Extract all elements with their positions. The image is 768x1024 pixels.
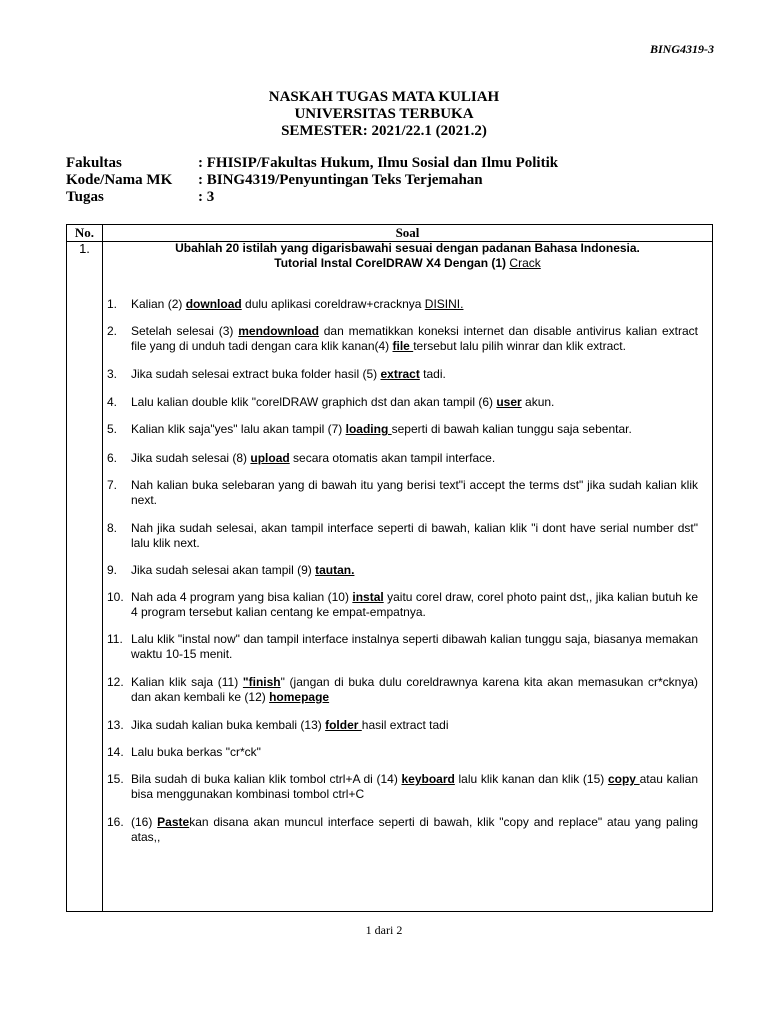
item-text-part: " (jangan di buka dulu coreldrawnya karena kita akan memasukan cr*cknya) dan akan kembali ke (12) <box>131 675 698 704</box>
item-text-part: dan mematikkan koneksi internet dan disable antivirus kalian extract file yang di unduh tadi dengan cara klik kanan(4) <box>131 324 698 353</box>
item-number: 1. <box>107 297 118 311</box>
item-number: 14. <box>107 745 124 759</box>
underlined-term: extract <box>380 367 420 381</box>
item-number: 10. <box>107 590 124 604</box>
underlined-term: instal <box>352 590 384 604</box>
item-number: 6. <box>107 451 118 465</box>
list-item <box>107 395 698 410</box>
item-text <box>107 297 698 312</box>
item-text <box>107 718 698 733</box>
item-text-part: secara otomatis akan tampil interface. <box>289 451 496 465</box>
item-text-part: seperti di bawah kalian tunggu saja sebentar. <box>391 422 632 436</box>
underlined-term: download <box>185 297 242 311</box>
document-code: BING4319-3 <box>649 42 714 56</box>
underlined-term: file <box>392 339 414 353</box>
list-item <box>107 324 698 354</box>
course-info <box>66 155 558 206</box>
item-number: 15. <box>107 772 124 786</box>
item-text <box>107 478 698 508</box>
list-item <box>107 521 698 551</box>
list-item <box>107 422 698 437</box>
item-text-part: Nah jika sudah selesai, akan tampil interface seperti di bawah, kalian klik "i dont have serial number dst" lalu klik next. <box>131 521 698 550</box>
meta-label: Fakultas <box>66 155 122 171</box>
item-text-part: Nah ada 4 program yang bisa kalian (10) <box>131 590 353 604</box>
list-item <box>107 478 698 508</box>
underlined-term: copy <box>607 772 640 786</box>
item-number: 4. <box>107 395 118 409</box>
item-text-part: Lalu kalian double klik "corelDRAW graphich dst dan akan tampil (6) <box>131 395 497 409</box>
item-number: 8. <box>107 521 118 535</box>
underlined-term: tautan. <box>315 563 355 577</box>
item-text <box>107 815 698 845</box>
underlined-term: keyboard <box>401 772 455 786</box>
item-text <box>107 395 698 410</box>
item-number: 2. <box>107 324 118 338</box>
item-text-part: kan disana akan muncul interface seperti di bawah, klik "copy and replace" atau yang paling atas,, <box>131 815 698 844</box>
meta-value: : FHISIP/Fakultas Hukum, Ilmu Sosial dan Ilmu Politik <box>198 155 559 171</box>
underlined-term: loading <box>345 422 392 436</box>
meta-row-course <box>66 172 558 189</box>
item-text-part: lalu klik kanan dan klik (15) <box>454 772 608 786</box>
item-number: 7. <box>107 478 118 492</box>
item-text <box>107 632 698 662</box>
item-text-part: tersebut lalu pilih winrar dan klik extract. <box>413 339 626 353</box>
item-text-part: Kalian (2) <box>131 297 186 311</box>
instruction-text: Ubahlah 20 istilah yang digarisbawahi sesuai dengan padanan Bahasa Indonesia. <box>175 241 640 255</box>
meta-value: : BING4319/Penyuntingan Teks Terjemahan <box>198 172 483 188</box>
underlined-term: Paste <box>157 815 190 829</box>
meta-row-task <box>66 189 558 206</box>
meta-label: Tugas <box>66 189 104 205</box>
item-text <box>107 324 698 354</box>
item-text <box>107 563 698 578</box>
title-line-2: UNIVERSITAS TERBUKA <box>294 106 474 122</box>
instruction <box>103 241 712 271</box>
item-text-part: tadi. <box>419 367 446 381</box>
item-number: 16. <box>107 815 124 829</box>
item-text-part: Kalian klik saja (11) <box>131 675 243 689</box>
title-line-3: SEMESTER: 2021/22.1 (2021.2) <box>281 123 487 139</box>
underlined-term: upload <box>250 451 290 465</box>
term-crack: Crack <box>509 256 541 270</box>
item-text-part: Jika sudah selesai (8) <box>131 451 251 465</box>
underlined-term: user <box>496 395 522 409</box>
item-text <box>107 451 698 466</box>
item-text-part: Jika sudah selesai akan tampil (9) <box>131 563 316 577</box>
list-item <box>107 367 698 382</box>
item-text-part: Setelah selesai (3) <box>131 324 239 338</box>
list-item <box>107 590 698 620</box>
meta-value: : 3 <box>198 189 215 205</box>
document-title <box>0 89 768 140</box>
tutorial-prefix: Tutorial Instal CorelDRAW X4 Dengan (1) <box>274 256 507 270</box>
page-number: 1 dari 2 <box>365 923 403 937</box>
item-number: 3. <box>107 367 118 381</box>
item-text-part: Lalu buka berkas "cr*ck" <box>131 745 261 759</box>
item-text <box>107 675 698 705</box>
item-text <box>107 772 698 802</box>
item-text-part: hasil extract tadi <box>361 718 449 732</box>
item-text <box>107 422 698 437</box>
list-item <box>107 815 698 845</box>
row-number: 1. <box>79 241 90 256</box>
item-text-part: Bila sudah di buka kalian klik tombol ctrl+A di (14) <box>131 772 402 786</box>
list-item <box>107 675 698 705</box>
item-text <box>107 521 698 551</box>
underlined-term: folder <box>325 718 362 732</box>
item-text <box>107 745 698 760</box>
list-item <box>107 632 698 662</box>
item-text-part: Jika sudah selesai extract buka folder hasil (5) <box>131 367 381 381</box>
item-text-part: atau kalian bisa menggunakan kombinasi tombol ctrl+C <box>131 772 699 801</box>
item-text <box>107 590 698 620</box>
item-text-part: akun. <box>521 395 555 409</box>
list-item <box>107 451 698 466</box>
underlined-term: mendownload <box>238 324 319 338</box>
list-item <box>107 297 698 312</box>
item-text-part: (16) <box>131 815 158 829</box>
list-item <box>107 563 698 578</box>
item-number: 5. <box>107 422 118 436</box>
item-text-part: dulu aplikasi coreldraw+cracknya <box>241 297 425 311</box>
item-number: 9. <box>107 563 118 577</box>
list-item <box>107 772 698 802</box>
item-text-part: Nah kalian buka selebaran yang di bawah itu yang berisi text"i accept the terms dst" jika sudah kalian klik next. <box>131 478 698 507</box>
item-text-part: Lalu klik "instal now" dan tampil interface instalnya seperti dibawah kalian tunggu saja, biasanya memakan waktu 10-15 menit. <box>131 632 698 661</box>
item-number: 13. <box>107 718 124 732</box>
list-item <box>107 745 698 760</box>
tutorial-title <box>103 256 712 271</box>
item-text-part: yaitu corel draw, corel photo paint dst,, jika kalian butuh ke 4 program tersebut kalian centang ke empat-empatnya. <box>131 590 698 619</box>
meta-label: Kode/Nama MK <box>66 172 173 188</box>
meta-row-faculty <box>66 155 558 172</box>
list-item <box>107 718 698 733</box>
title-line-1: NASKAH TUGAS MATA KULIAH <box>268 89 500 105</box>
item-text <box>107 367 698 382</box>
download-link: DISINI. <box>424 297 464 311</box>
item-text-part: Jika sudah kalian buka kembali (13) <box>131 718 326 732</box>
underlined-term: "finish <box>242 675 281 689</box>
item-number: 11. <box>107 632 123 646</box>
item-text-part: Kalian klik saja"yes" lalu akan tampil (7) <box>131 422 346 436</box>
column-header-soal: Soal <box>395 225 420 240</box>
question-table <box>66 224 713 912</box>
item-number: 12. <box>107 675 124 689</box>
column-divider <box>102 225 103 911</box>
column-header-no: No. <box>74 225 95 240</box>
underlined-term: homepage <box>269 690 330 704</box>
